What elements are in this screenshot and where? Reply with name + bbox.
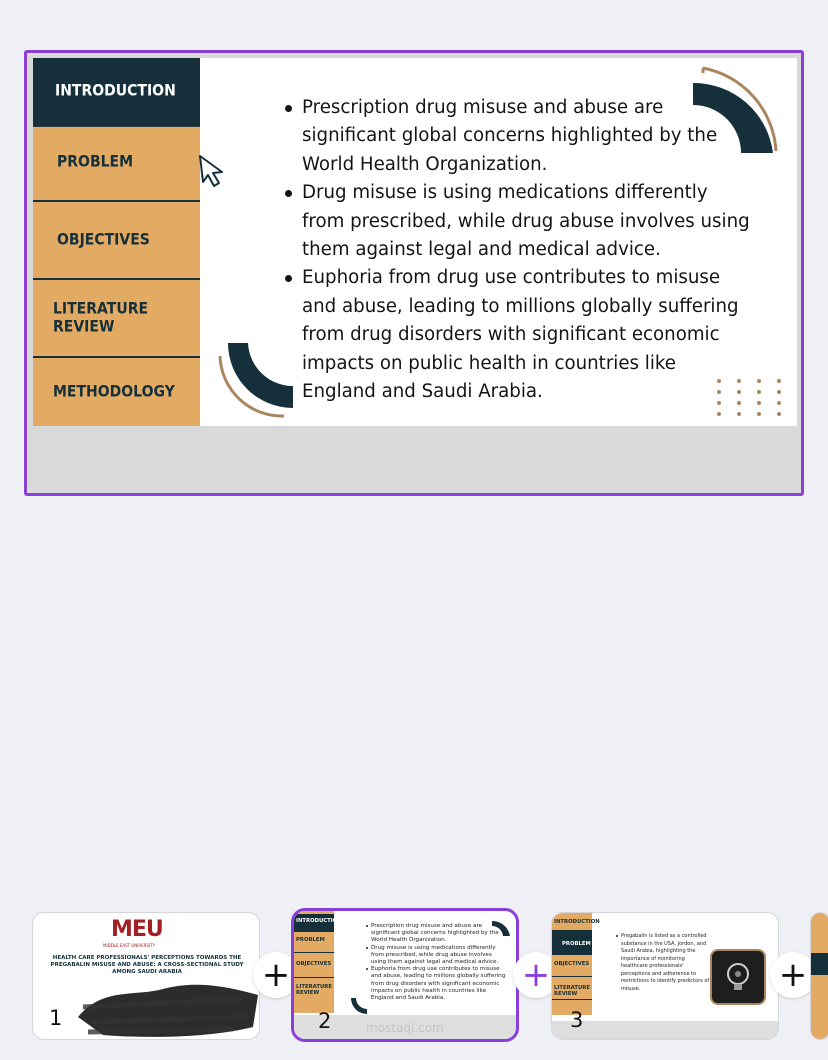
thumbnail-bullet-list (616, 933, 711, 993)
thumbnail-sidebar-item: PROBLEM (296, 937, 325, 943)
slide-thumbnail-1[interactable] (32, 912, 260, 1040)
bullet-item: Prescription drug misuse and abuse are significant global concerns highlighted by the World Health Organization. (285, 94, 755, 179)
thumbnail-divider (552, 999, 592, 1000)
thumbnail-footer-strip (552, 1021, 779, 1040)
arc-decoration-icon (348, 997, 370, 1017)
thumbnail-sidebar (811, 913, 828, 1040)
thumbnail-bullet: Prescription drug misuse and abuse are significant global concerns highlighted by the World Health Organization. (366, 923, 506, 945)
thumbnail-title: HEALTH CARE PROFESSIONALS' PERCEPTIONS TOWARDS THE PREGABALIN MISUSE AND ABUSE: A CROSS-SECTIONAL STUDY AMONG SAUDI ARABIA (50, 955, 244, 975)
thumbnail-sidebar-item: INTRODUCTION (294, 914, 334, 932)
thumbnail-sidebar (294, 911, 342, 1013)
cursor-icon (195, 152, 235, 192)
plus-icon: + (261, 955, 291, 995)
thumbnail-bullet: Pregabalin is listed as a controlled substance in the USA, Jordon, and Saudi Arabia, highlighting the importance of monitoring healthcare professionals' perceptions and adherence to restrictions to identify predictors of misuse. (616, 933, 711, 993)
slide-thumbnail-3[interactable] (551, 912, 779, 1040)
arc-decoration-icon (678, 63, 778, 158)
thumbnail-sidebar-item: LITERATURE REVIEW (554, 985, 590, 997)
scribble-redaction (73, 977, 260, 1040)
slide-thumbnail-2[interactable] (291, 908, 519, 1042)
bullet-item: Euphoria from drug use contributes to misuse and abuse, leading to millions globally suffering from drug disorders with significant economic impacts on public health in countries like England and Saudi Arabia. (285, 264, 755, 406)
thumbnail-sidebar (552, 913, 600, 1015)
thumbnail-number: 3 (570, 1008, 584, 1032)
selected-slide-frame[interactable] (24, 50, 804, 496)
sidebar-item-introduction[interactable]: INTRODUCTION (33, 58, 200, 127)
thumbnail-sidebar-item: OBJECTIVES (296, 961, 332, 967)
thumbnail-bullet: Drug misuse is using medications differently from prescribed, while drug abuse involves using them against legal and medical advice. (366, 945, 506, 967)
watermark: mostaql.com (366, 1021, 444, 1035)
sidebar-item-literature-review[interactable]: LITERATURE REVIEW (53, 300, 149, 336)
thumbnail-bullet-list (366, 923, 506, 1002)
thumbnail-sidebar-item: INTRODUCTION (554, 919, 600, 925)
sidebar-item-objectives[interactable]: OBJECTIVES (57, 231, 150, 249)
thumbnail-sidebar-item: PROBLEM (552, 931, 592, 955)
plus-icon: + (778, 955, 808, 995)
thumbnail-divider (552, 976, 592, 977)
slide-sidebar (33, 58, 200, 426)
slide-canvas[interactable] (33, 58, 797, 426)
meu-logo: MEU (111, 917, 163, 942)
thumbnail-number: 1 (49, 1006, 63, 1030)
plus-icon: + (521, 955, 551, 995)
thumbnail-sidebar-item: LITERATURE REVIEW (296, 984, 332, 996)
slide-thumbnail-4[interactable] (810, 912, 828, 1040)
thumbnail-number: 2 (318, 1009, 332, 1033)
arc-decoration-icon (490, 917, 512, 937)
sidebar-item-methodology[interactable]: METHODOLOGY (53, 383, 175, 401)
arc-decoration-icon (218, 338, 303, 418)
lightbulb-image-icon (710, 949, 766, 1005)
thumbnail-sidebar-item (811, 953, 828, 975)
thumbnail-divider (294, 952, 334, 953)
thumbnail-sidebar-item: OBJECTIVES (554, 961, 590, 967)
thumbnail-divider (294, 977, 334, 978)
bullet-item: Drug misuse is using medications differently from prescribed, while drug abuse involves using them against legal and medical advice. (285, 179, 755, 264)
dot-grid-icon (717, 379, 797, 416)
meu-logo-subtitle: MIDDLE EAST UNIVERSITY (103, 943, 156, 948)
sidebar-item-problem[interactable]: PROBLEM (57, 153, 134, 171)
thumbnail-bullet: Euphoria from drug use contributes to misuse and abuse, leading to millions globally suffering from drug disorders with significant economic impacts on public health in countries like England and Saudi Arabia. (366, 966, 506, 1002)
